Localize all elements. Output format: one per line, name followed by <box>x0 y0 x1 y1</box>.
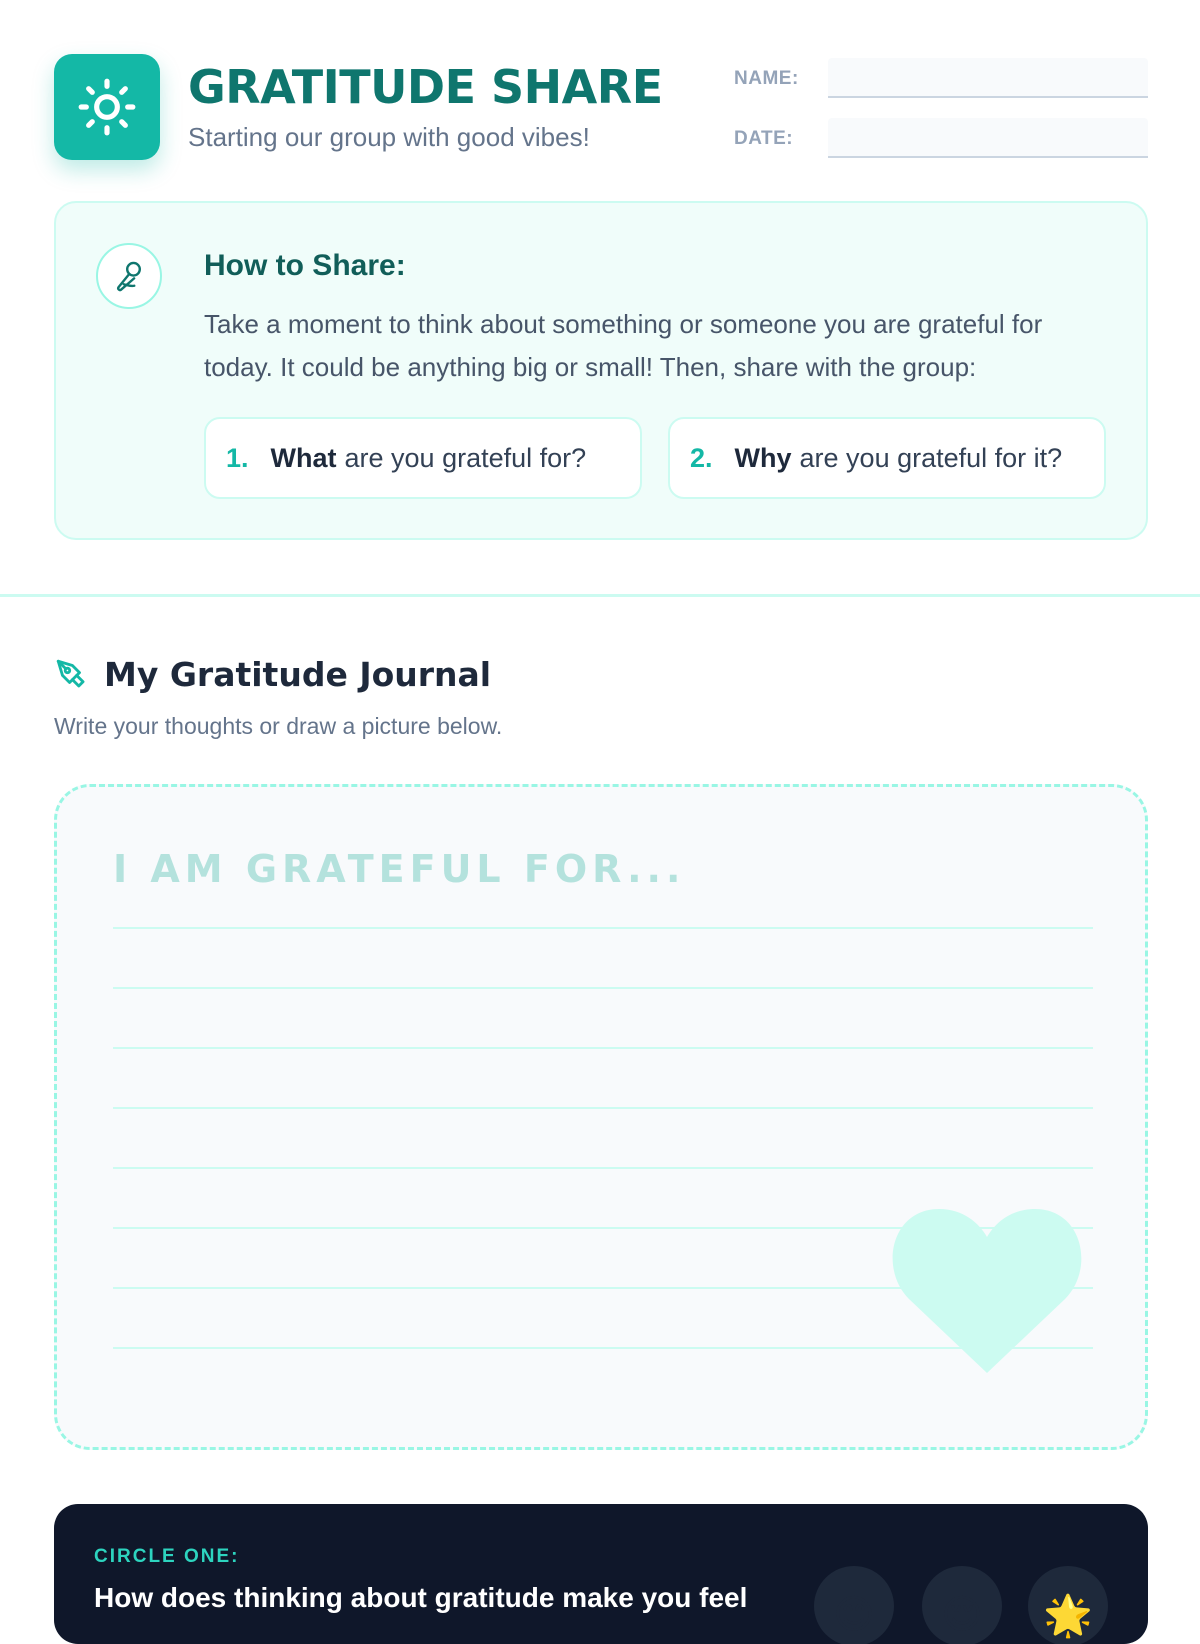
date-input[interactable] <box>828 118 1148 158</box>
share-instructions: Take a moment to think about something or someone you are grateful for today. It could be anything big or small! Then, share with the group: <box>204 309 1043 382</box>
writing-line <box>113 987 1093 989</box>
microphone-icon <box>111 258 147 294</box>
section-divider <box>0 594 1200 597</box>
step-text: are you grateful for? <box>344 442 587 473</box>
name-field-row <box>734 58 1148 98</box>
journal-writing-area[interactable] <box>54 784 1148 1450</box>
mood-kicker: CIRCLE ONE: <box>94 1546 240 1567</box>
journal-prompt: I AM GRATEFUL FOR... <box>113 847 686 891</box>
date-field-row <box>734 118 1148 158</box>
step-item <box>204 417 642 499</box>
page-title: GRATITUDE SHARE <box>188 60 663 114</box>
mood-option-sparkles[interactable] <box>1028 1566 1108 1644</box>
step-number: 2. <box>690 442 713 473</box>
pen-nib-icon <box>54 657 88 691</box>
how-to-share-card <box>54 201 1148 540</box>
logo-tile <box>54 54 160 160</box>
mood-option-relieved[interactable] <box>922 1566 1002 1644</box>
share-heading: How to Share: <box>204 249 406 282</box>
name-input[interactable] <box>828 58 1148 98</box>
step-number: 1. <box>226 442 249 473</box>
relieved-face-icon: 😌 <box>941 1593 983 1637</box>
page-subtitle: Starting our group with good vibes! <box>188 122 590 152</box>
header <box>54 54 1148 160</box>
writing-line <box>113 1107 1093 1109</box>
sun-icon <box>76 76 138 138</box>
step-text: are you grateful for it? <box>799 442 1063 473</box>
step-item <box>668 417 1106 499</box>
sparkles-icon: 🌟 <box>1043 1593 1093 1638</box>
heart-icon <box>887 1207 1087 1377</box>
mood-panel <box>54 1504 1148 1644</box>
mood-option-smiling[interactable] <box>814 1566 894 1644</box>
writing-line <box>113 927 1093 929</box>
writing-line <box>113 1047 1093 1049</box>
mood-question: How does thinking about gratitude make you feel <box>94 1582 748 1613</box>
step-keyword: Why <box>734 442 792 473</box>
journal-subtitle: Write your thoughts or draw a picture below. <box>54 713 503 739</box>
name-label: NAME: <box>734 68 799 89</box>
writing-line <box>113 1167 1093 1169</box>
journal-title: My Gratitude Journal <box>104 654 492 694</box>
date-label: DATE: <box>734 128 794 149</box>
smiling-face-icon: 😊 <box>833 1593 875 1637</box>
step-keyword: What <box>270 442 337 473</box>
journal-heading-row <box>54 652 491 696</box>
mic-badge <box>96 243 162 309</box>
